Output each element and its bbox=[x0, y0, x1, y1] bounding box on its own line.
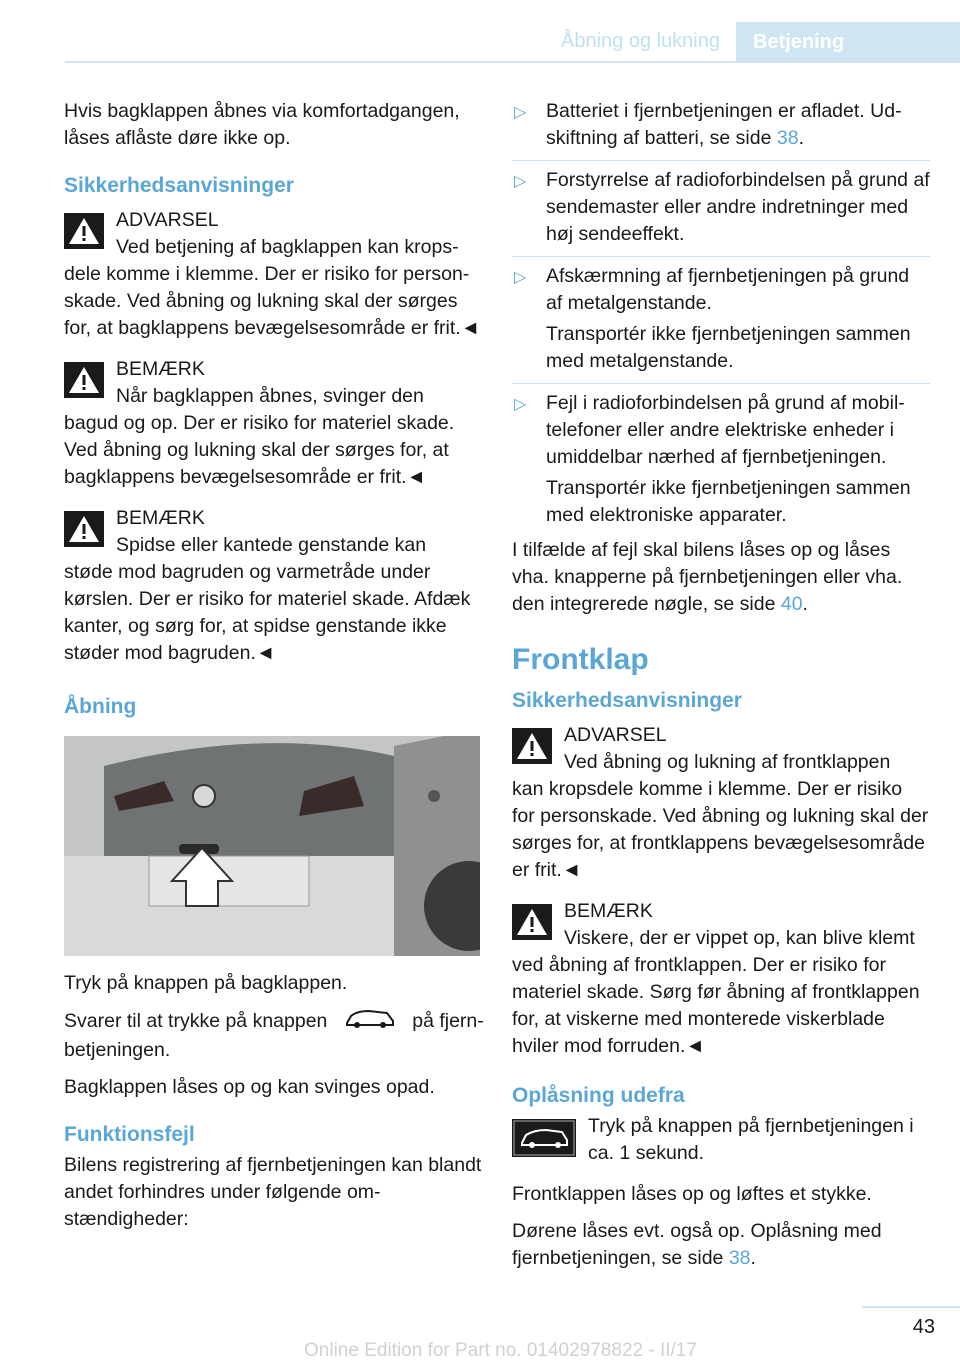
frontklap-heading: Frontklap bbox=[512, 643, 649, 676]
warning-icon bbox=[512, 904, 552, 940]
bullet-subtext: Transportér ikke fjernbetjeningen sammen med metalgenstande. bbox=[546, 323, 911, 372]
list-item bbox=[512, 256, 930, 375]
notice-body: støde mod bagruden og varmetråde under kørslen. Der er risiko for materiel skade. Afdæk kanter, og sørg for, at spidse genstande ikke støder mod bagruden.◄ bbox=[64, 561, 471, 664]
hood-unlock-text: Frontklappen låses op og løftes et stykke. bbox=[512, 1183, 872, 1205]
bullet-subtext: Transportér ikke fjernbetjeningen sammen med elektroniske apparater. bbox=[546, 477, 911, 526]
safety-heading: Sikkerhedsanvisninger bbox=[64, 174, 294, 197]
notice-body: bagud og op. Der er risiko for materiel skade. Ved åbning og lukning skal der sørges for, at bagklappens bevægelsesområde er frit.◄ bbox=[64, 412, 455, 488]
footer-rule bbox=[862, 1306, 960, 1308]
warning-block bbox=[64, 207, 484, 342]
bullet-text: Afskærmning af fjernbetjeningen på grund af metalgenstande. bbox=[546, 265, 910, 314]
list-item bbox=[512, 160, 930, 248]
bullet-text: Fejl i radioforbindelsen på grund af mobiltelefoner eller andre elektriske enheder i umiddelbar nærhed af fjernbetjeningen. bbox=[546, 392, 905, 468]
tailgate-button-icon bbox=[343, 1007, 397, 1037]
list-item bbox=[512, 98, 930, 152]
malfunction-text: Bilens registrering af fjernbetjeningen kan blandt andet forhindres under følgende omstændigheder: bbox=[64, 1154, 482, 1230]
malfunction-heading: Funktionsfejl bbox=[64, 1123, 195, 1146]
notice-first-line: Viskere, der er vippet op, kan blive klemt bbox=[564, 927, 915, 949]
hood-button-icon bbox=[512, 1119, 576, 1157]
bullet-triangle-icon: ▷ bbox=[514, 173, 527, 190]
bullet-text: Batteriet i fjernbetjeningen er afladet. Udskiftning af batteri, se side bbox=[546, 100, 902, 149]
notice-block bbox=[512, 898, 930, 1060]
left-column bbox=[64, 98, 484, 1233]
fault-text-b: . bbox=[802, 593, 808, 615]
doors-text-a: Dørene låses evt. også op. Oplåsning med fjernbetjeningen, se side bbox=[512, 1220, 882, 1269]
warning-body: kan kropsdele komme i klemme. Der er risiko for personskade. Ved åbning og lukning skal der sørges for, at frontklappens bevægelsesområde er frit.◄ bbox=[512, 778, 929, 881]
page-link[interactable]: 38 bbox=[728, 1247, 751, 1269]
notice-title: BEMÆRK bbox=[116, 507, 205, 529]
fault-text-a: I tilfælde af fejl skal bilens låses op og låses vha. knapperne på fjernbetjeningen eller vha. den integrerede nøgle, se side bbox=[512, 539, 903, 615]
press-text: Tryk på knappen på bagklappen. bbox=[64, 972, 348, 994]
intro-text: Hvis bagklappen åbnes via komfortadgangen, låses aflåste døre ikke op. bbox=[64, 100, 460, 149]
warning-first-line: Ved åbning og lukning af frontklappen bbox=[564, 751, 891, 773]
notice-first-line: Når bagklappen åbnes, svinger den bbox=[116, 385, 424, 407]
warning-first-line: Ved betjening af bagklappen kan krops- bbox=[116, 236, 459, 258]
fault-text bbox=[512, 537, 930, 618]
header-tab: Betjening bbox=[736, 22, 960, 62]
notice-block bbox=[64, 356, 484, 491]
right-column bbox=[512, 98, 930, 1272]
warning-title: ADVARSEL bbox=[116, 209, 219, 231]
bullet-list bbox=[512, 98, 930, 529]
warning-icon bbox=[64, 213, 104, 249]
warning-icon bbox=[512, 728, 552, 764]
warning-icon bbox=[64, 362, 104, 398]
notice-block bbox=[64, 505, 484, 667]
notice-first-line: Spidse eller kantede genstande kan bbox=[116, 534, 427, 556]
unlock-heading: Oplåsning udefra bbox=[512, 1084, 685, 1107]
doors-text bbox=[512, 1218, 930, 1272]
warning-block bbox=[512, 722, 930, 884]
notice-body: ved åbning af frontklappen. Der er risiko for materiel skade. Sørg før åbning af frontklappen for, at viskerne med monterede viskerblade hviler mod forruden.◄ bbox=[512, 954, 920, 1057]
bullet-triangle-icon: ▷ bbox=[514, 104, 527, 121]
bullet-text-end: . bbox=[798, 127, 804, 149]
remote-text-a: Svarer til at trykke på knappen bbox=[64, 1010, 328, 1033]
remote-text bbox=[64, 1007, 484, 1064]
warning-title: ADVARSEL bbox=[564, 724, 667, 746]
header-section: Åbning og lukning bbox=[560, 30, 720, 52]
list-item bbox=[512, 383, 930, 529]
hood-press-text: Tryk på knappen på fjernbetjeningen i ca. 1 sekund. bbox=[588, 1115, 914, 1164]
tailgate-photo bbox=[64, 736, 480, 956]
bullet-triangle-icon: ▷ bbox=[514, 269, 527, 286]
unlock-text: Bagklappen låses op og kan svinges opad. bbox=[64, 1076, 435, 1098]
bullet-text: Forstyrrelse af radioforbindelsen på grund af sendemaster eller andre indretninger med høj sendeeffekt. bbox=[546, 169, 930, 245]
warning-body: dele komme i klemme. Der er risiko for personskade. Ved åbning og lukning skal der sørges for, at bagklappens bevægelsesområde er frit.◄ bbox=[64, 263, 481, 339]
edition-watermark: Online Edition for Part no. 01402978822 - II/17 bbox=[304, 1340, 697, 1361]
page-link[interactable]: 38 bbox=[776, 127, 799, 149]
notice-title: BEMÆRK bbox=[116, 358, 205, 380]
opening-heading: Åbning bbox=[64, 695, 137, 718]
page-link[interactable]: 40 bbox=[780, 593, 803, 615]
page-number: 43 bbox=[912, 1316, 935, 1338]
remote-text-b: på fjernbetjeningen. bbox=[64, 1010, 484, 1061]
hood-instruction bbox=[512, 1113, 930, 1167]
safety-heading: Sikkerhedsanvisninger bbox=[512, 689, 742, 712]
notice-title: BEMÆRK bbox=[564, 900, 653, 922]
warning-icon bbox=[64, 511, 104, 547]
bullet-triangle-icon: ▷ bbox=[514, 396, 527, 413]
doors-text-b: . bbox=[750, 1247, 756, 1269]
